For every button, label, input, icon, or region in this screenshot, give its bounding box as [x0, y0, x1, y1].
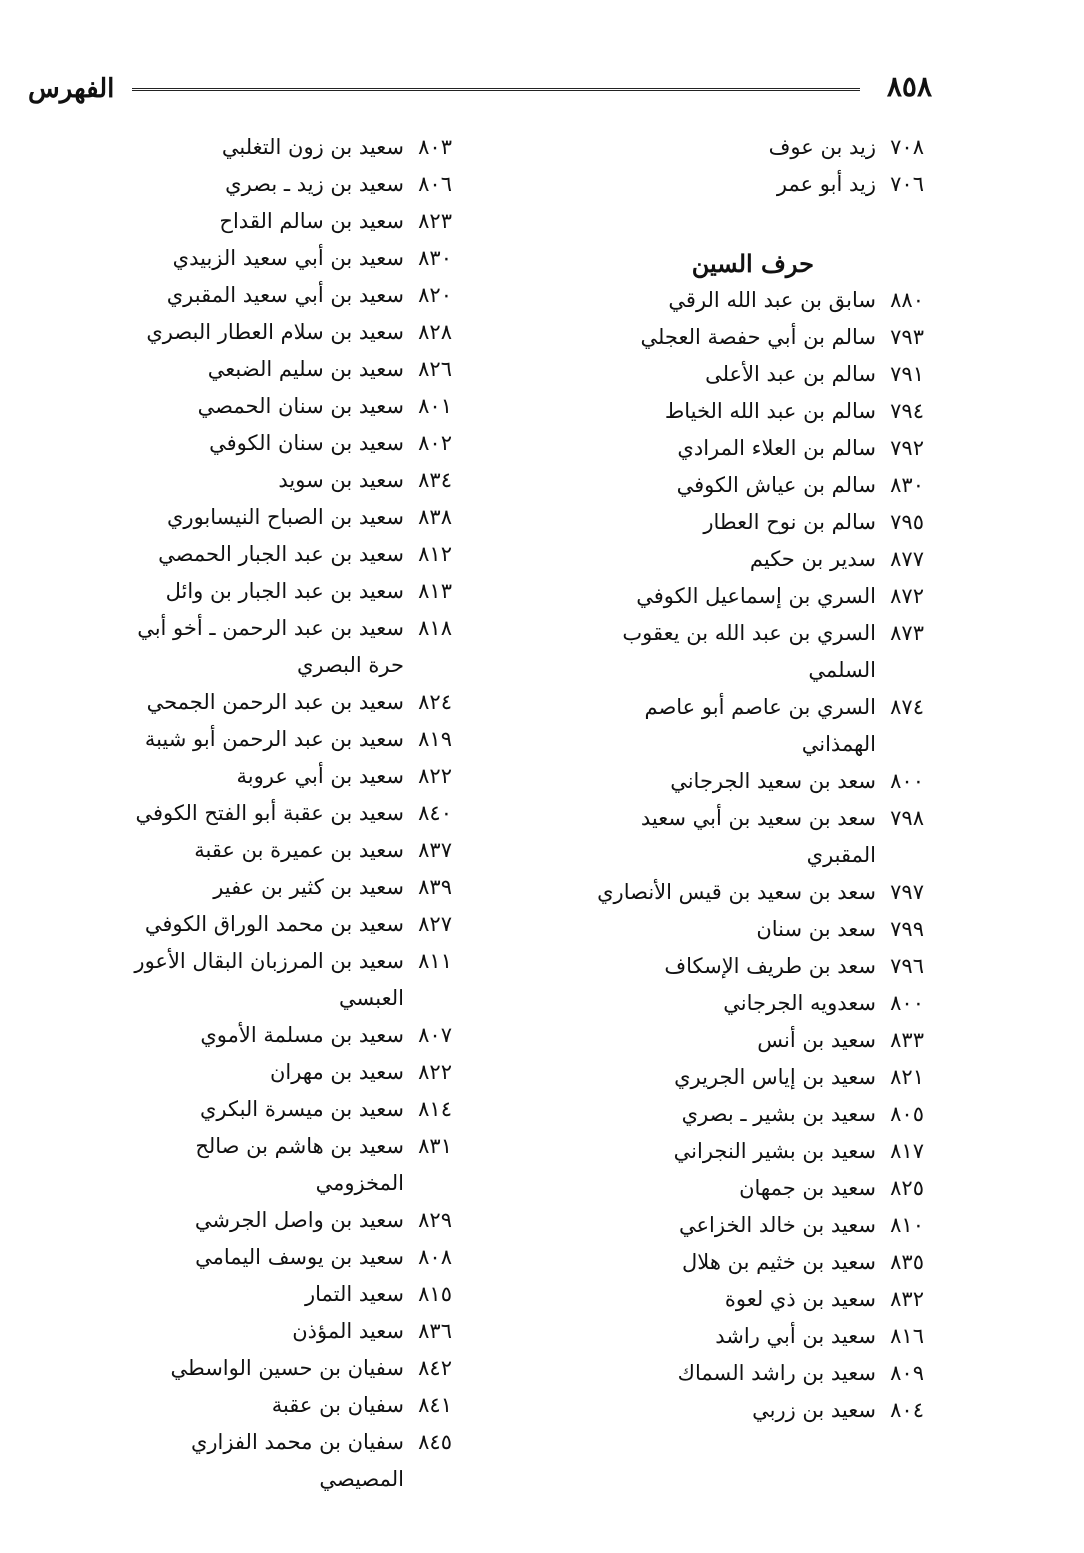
entry-name: سعيد بن عبد الرحمن ـ أخو أبي حرة البصري [137, 616, 404, 677]
entry-name: سعيد بن سلام العطار البصري [146, 320, 404, 344]
entry-number: ٧٩٢ [890, 436, 924, 460]
entry-name: سعيد بن مهران [269, 1060, 404, 1084]
entry-name: سعيد بن يوسف اليمامي [195, 1245, 404, 1269]
section-gap [590, 203, 924, 241]
entry-number: ٨١٤ [418, 1097, 452, 1121]
entry-number: ٨٢١ [890, 1065, 924, 1089]
index-entry [122, 1387, 452, 1424]
entry-name: السري بن إسماعيل الكوفي [636, 584, 876, 608]
entry-number: ٨٤٠ [418, 801, 452, 825]
entry-name: سعيد بن الصباح النيسابوري [167, 505, 404, 529]
entry-number: ٨٧٤ [890, 695, 924, 719]
index-entry [590, 319, 924, 356]
index-entry [122, 1350, 452, 1387]
index-entry [590, 1096, 924, 1133]
entry-number: ٨٠٤ [890, 1398, 924, 1422]
left-main-entries [122, 129, 452, 1498]
index-entry [590, 1281, 924, 1318]
entry-number: ٨١٧ [890, 1139, 924, 1163]
entry-name: سعيد بن هاشم بن صالح المخزومي [195, 1134, 404, 1195]
entry-number: ٧٩٤ [890, 399, 924, 423]
index-entry [122, 1091, 452, 1128]
entry-number: ٨٠٧ [418, 1023, 452, 1047]
entry-number: ٨٧٣ [890, 621, 924, 645]
entry-name: سعيد بن عبد الرحمن الجمحي [146, 690, 404, 714]
entry-number: ٨٢٥ [890, 1176, 924, 1200]
entry-name: سعيد بن راشد السماك [677, 1361, 876, 1385]
index-entry [590, 356, 924, 393]
entry-number: ٧٩١ [890, 362, 924, 386]
index-entry [590, 129, 924, 166]
index-entry [590, 1392, 924, 1429]
index-entry [122, 462, 452, 499]
entry-number: ٨١٨ [418, 616, 452, 640]
entry-name: سعيد بن خالد الخزاعي [679, 1213, 876, 1237]
entry-number: ٨١٥ [418, 1282, 452, 1306]
entry-name: سعد بن سعيد بن قيس الأنصاري [597, 880, 876, 904]
index-entry [122, 1202, 452, 1239]
index-entry [122, 1017, 452, 1054]
entry-name: سعيد بن سنان الكوفي [209, 431, 404, 455]
entry-number: ٨٠٨ [418, 1245, 452, 1269]
entry-number: ٨٤١ [418, 1393, 452, 1417]
entry-number: ٨١٠ [890, 1213, 924, 1237]
entry-name: سعيد بن كثير بن عفير [213, 875, 404, 899]
entry-name: سعد بن سعيد بن أبي سعيد المقبري [640, 806, 876, 867]
index-entry [122, 314, 452, 351]
index-entry [590, 166, 924, 203]
entry-number: ٧٩٥ [890, 510, 924, 534]
entry-name: سعيد بن أنس [757, 1028, 876, 1052]
entry-number: ٧٩٩ [890, 917, 924, 941]
entry-name: سدير بن حكيم [749, 547, 876, 571]
entry-name: سعيد بن مسلمة الأموي [200, 1023, 404, 1047]
index-entry [590, 874, 924, 911]
index-entry [590, 430, 924, 467]
index-entry [590, 1170, 924, 1207]
index-entry [122, 351, 452, 388]
entry-name: زيد أبو عمر [776, 172, 876, 196]
entry-number: ٨٠١ [418, 394, 452, 418]
entry-number: ٨٣٣ [890, 1028, 924, 1052]
entry-number: ٧٩٣ [890, 325, 924, 349]
index-entry [590, 689, 924, 763]
entry-number: ٨٢٦ [418, 357, 452, 381]
index-entry [122, 684, 452, 721]
index-entry [122, 721, 452, 758]
entry-name: سعيد بن أبي راشد [715, 1324, 876, 1348]
index-entry [122, 869, 452, 906]
entry-number: ٨٠٠ [890, 991, 924, 1015]
running-title: الفهرس [28, 74, 115, 104]
entry-name: سالم بن عبد الله الخياط [664, 399, 876, 423]
index-entry [590, 1355, 924, 1392]
entry-number: ٧٠٦ [890, 172, 924, 196]
index-entry [122, 943, 452, 1017]
index-entry [122, 203, 452, 240]
entry-number: ٨١٣ [418, 579, 452, 603]
index-entry [590, 1318, 924, 1355]
entry-number: ٨١٦ [890, 1324, 924, 1348]
entry-name: سفيان بن حسين الواسطي [170, 1356, 404, 1380]
entry-number: ٨٢٠ [418, 283, 452, 307]
entry-number: ٨٧٢ [890, 584, 924, 608]
index-entry [122, 610, 452, 684]
entry-number: ٨٠٠ [890, 769, 924, 793]
header-rule [132, 88, 860, 91]
index-entry [122, 129, 452, 166]
entry-name: سعد بن طريف الإسكاف [664, 954, 876, 978]
index-entry [590, 1244, 924, 1281]
index-entry [590, 911, 924, 948]
entry-number: ٨٢٩ [418, 1208, 452, 1232]
entry-number: ٨٤٥ [418, 1430, 452, 1454]
index-entry [590, 282, 924, 319]
right-top-entries [590, 129, 924, 203]
entry-name: سعيد بن زربي [752, 1398, 876, 1422]
entry-name: سعيد بن سالم القداح [219, 209, 404, 233]
section-heading: حرف السين [691, 249, 814, 278]
entry-name: سالم بن عبد الأعلى [705, 362, 876, 386]
entry-number: ٨٨٠ [890, 288, 924, 312]
page-header [28, 70, 932, 110]
entry-name: سعيد بن عبد الجبار بن وائل [165, 579, 404, 603]
entry-number: ٨٠٥ [890, 1102, 924, 1126]
entry-name: سعيد بن سنان الحمصي [197, 394, 404, 418]
entry-name: سعدويه الجرجاني [723, 991, 876, 1015]
entry-name: سعيد بن زون التغلبي [221, 135, 404, 159]
index-entry [590, 393, 924, 430]
entry-name: سعيد بن عقبة أبو الفتح الكوفي [135, 801, 404, 825]
index-entry [122, 758, 452, 795]
index-entry [122, 277, 452, 314]
entry-name: سعيد بن أبي سعيد المقبري [166, 283, 404, 307]
entry-name: سعيد بن أبي سعيد الزبيدي [172, 246, 404, 270]
entry-number: ٨٠٢ [418, 431, 452, 455]
page-number: ٨٥٨ [886, 70, 932, 103]
entry-name: السري بن عاصم أبو عاصم الهمذاني [644, 695, 876, 756]
entry-number: ٨٣٠ [418, 246, 452, 270]
index-entry [122, 388, 452, 425]
index-entry [122, 832, 452, 869]
entry-number: ٧٠٨ [890, 135, 924, 159]
entry-number: ٨٣٠ [890, 473, 924, 497]
index-entry [590, 1207, 924, 1244]
entry-name: سعيد المؤذن [292, 1319, 404, 1343]
index-entry [122, 166, 452, 203]
entry-name: سعيد بن جمهان [739, 1176, 876, 1200]
entry-name: سالم بن أبي حفصة العجلي [640, 325, 876, 349]
index-entry [122, 795, 452, 832]
entry-number: ٨٣٢ [890, 1287, 924, 1311]
index-entry [122, 240, 452, 277]
index-entry [590, 578, 924, 615]
left-column [122, 129, 452, 1498]
entry-number: ٨٢٤ [418, 690, 452, 714]
entry-name: سعيد بن ميسرة البكري [199, 1097, 404, 1121]
entry-number: ٨١٩ [418, 727, 452, 751]
index-entry [590, 985, 924, 1022]
index-entry [590, 800, 924, 874]
entry-number: ٨١١ [418, 949, 452, 973]
entry-name: سعيد بن سليم الضبعي [207, 357, 404, 381]
entry-number: ٨٣٧ [418, 838, 452, 862]
right-main-entries [590, 282, 924, 1429]
entry-number: ٨٣٦ [418, 1319, 452, 1343]
index-entry [590, 1022, 924, 1059]
entry-number: ٨١٢ [418, 542, 452, 566]
entry-name: سعيد بن ذي لعوة [724, 1287, 876, 1311]
index-entry [122, 425, 452, 462]
right-column [590, 129, 924, 1429]
entry-name: سالم بن العلاء المرادي [677, 436, 876, 460]
index-entry [122, 499, 452, 536]
index-entry [590, 615, 924, 689]
index-entry [122, 573, 452, 610]
index-entry [590, 541, 924, 578]
entry-number: ٨٠٦ [418, 172, 452, 196]
index-entry [122, 1313, 452, 1350]
entry-name: سالم بن عياش الكوفي [676, 473, 876, 497]
entry-name: سعيد بن إياس الجريري [674, 1065, 876, 1089]
entry-name: سعيد بن محمد الوراق الكوفي [144, 912, 404, 936]
entry-number: ٨٢٧ [418, 912, 452, 936]
index-entry [590, 1133, 924, 1170]
entry-number: ٨٣١ [418, 1134, 452, 1158]
index-entry [122, 1424, 452, 1498]
entry-number: ٨٢٢ [418, 1060, 452, 1084]
entry-name: سعيد بن عبد الجبار الحمصي [158, 542, 404, 566]
entry-number: ٧٩٨ [890, 806, 924, 830]
entry-name: زيد بن عوف [768, 135, 876, 159]
entry-name: سعد بن سنان [756, 917, 876, 941]
entry-name: سعد بن سعيد الجرجاني [670, 769, 876, 793]
entry-name: سعيد بن بشير ـ بصري [681, 1102, 876, 1126]
entry-name: سعيد التمار [304, 1282, 404, 1306]
index-entry [590, 948, 924, 985]
entry-name: سالم بن نوح العطار [703, 510, 876, 534]
entry-name: سعيد بن زيد ـ بصري [225, 172, 404, 196]
entry-number: ٨٣٨ [418, 505, 452, 529]
entry-name: سابق بن عبد الله الرقي [668, 288, 876, 312]
entry-name: سعيد بن أبي عروبة [236, 764, 404, 788]
entry-name: سعيد بن عبد الرحمن أبو شيبة [144, 727, 404, 751]
entry-name: سعيد بن خثيم بن هلال [682, 1250, 876, 1274]
entry-name: سعيد بن سويد [278, 468, 404, 492]
entry-number: ٨٣٥ [890, 1250, 924, 1274]
index-entry [122, 1054, 452, 1091]
entry-name: سعيد بن واصل الجرشي [194, 1208, 404, 1232]
index-entry [122, 536, 452, 573]
entry-name: سعيد بن بشير النجراني [673, 1139, 876, 1163]
index-entry [590, 1059, 924, 1096]
entry-name: السري بن عبد الله بن يعقوب السلمي [622, 621, 876, 682]
index-entry [590, 467, 924, 504]
index-entry [122, 906, 452, 943]
entry-number: ٨٣٩ [418, 875, 452, 899]
entry-number: ٨٢٢ [418, 764, 452, 788]
entry-number: ٨٣٤ [418, 468, 452, 492]
entry-number: ٧٩٦ [890, 954, 924, 978]
entry-name: سفيان بن عقبة [271, 1393, 404, 1417]
index-entry [122, 1239, 452, 1276]
entry-number: ٨٢٣ [418, 209, 452, 233]
index-entry [122, 1276, 452, 1313]
entry-number: ٨٤٢ [418, 1356, 452, 1380]
entry-number: ٨٢٨ [418, 320, 452, 344]
index-entry [590, 763, 924, 800]
entry-name: سعيد بن المرزبان البقال الأعور العبسي [134, 949, 404, 1010]
entry-number: ٧٩٧ [890, 880, 924, 904]
entry-name: سفيان بن محمد الفزاري المصيصي [190, 1430, 404, 1491]
entry-number: ٨٠٣ [418, 135, 452, 159]
entry-name: سعيد بن عميرة بن عقبة [194, 838, 404, 862]
index-entry [590, 504, 924, 541]
entry-number: ٨٧٧ [890, 547, 924, 571]
entry-number: ٨٠٩ [890, 1361, 924, 1385]
index-entry [122, 1128, 452, 1202]
